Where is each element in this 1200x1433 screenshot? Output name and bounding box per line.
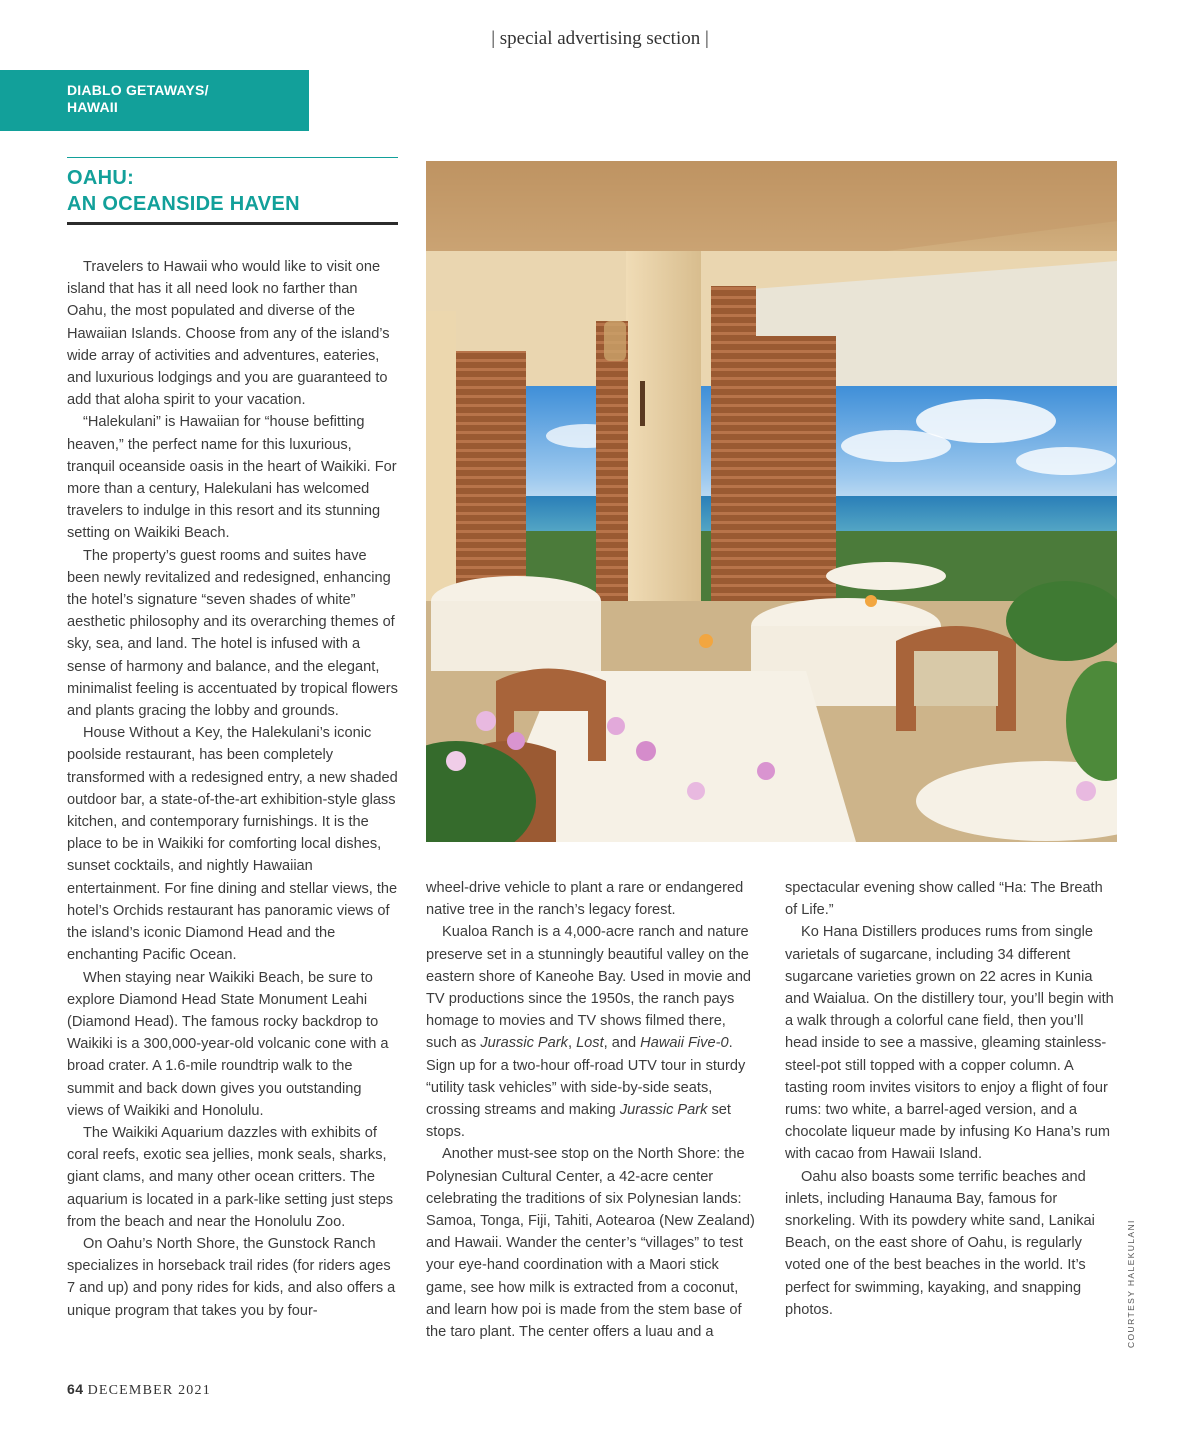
paragraph: The property’s guest rooms and suites have been newly revitalized and redesigned, enhancing the hotel’s signature “seven shades of white” aesthetic philosophy and its overarching themes of sky, sea, and land. The hotel is infused with a sense of harmony and balance, and the elegant, minimalist feeling is accentuated by tropical flowers and plants gracing the lobby and grounds. [67, 547, 398, 720]
article-column-1 [67, 256, 398, 1322]
paragraph: “Halekulani” is Hawaiian for “house befitting heaven,” the perfect name for this luxurious, tranquil oceanside oasis in the heart of Waikiki. For more than a century, Halekulani has welcomed travelers to indulge in this resort and its stunning setting on Waikiki Beach. [67, 414, 397, 542]
paragraph: Kualoa Ranch is a 4,000-acre ranch and nature preserve set in a stunningly beautiful valley on the eastern shore of Kaneohe Bay. Used in movie and TV productions since the 1950s, the ranch pays homage to movies and TV shows filmed there, such as Jurassic Park, Lost, and Hawaii Five-0. Sign up for a two-hour off-road UTV tour in sturdy “utility task vehicles” with side-by-side seats, crossing streams and making Jurassic Park set stops. [426, 924, 752, 1141]
issue-date: DECEMBER 2021 [87, 1383, 211, 1398]
restaurant-photo [426, 161, 1117, 842]
paragraph: Oahu also boasts some terrific beaches and inlets, including Hanauma Bay, famous for snorkeling. With its powdery white sand, Lanikai Beach, on the east shore of Oahu, is regularly voted one of the best beaches in the world. It’s perfect for swimming, kayaking, and snapping photos. [785, 1168, 1095, 1318]
article-title [67, 165, 398, 217]
title-bottom-rule [67, 222, 398, 225]
article-column-3 [785, 877, 1117, 1321]
paragraph: Another must-see stop on the North Shore: the Polynesian Cultural Center, a 42-acre center celebrating the traditions of six Polynesian lands: Samoa, Tonga, Fiji, Tahiti, Aotearoa (New Zealand) and Hawaii. Wander the center’s “villages” to test your eye-hand coordination with a Maori stick game, see how milk is extracted from a coconut, and learn how poi is made from the stem base of the taro plant. The center offers a luau and a [426, 1146, 755, 1341]
article-title-line2: AN OCEANSIDE HAVEN [67, 193, 300, 215]
page-footer [67, 1381, 211, 1399]
section-header-label: | special advertising section | [491, 28, 709, 49]
section-tab [0, 70, 309, 131]
section-tab-line1: DIABLO GETAWAYS/ [67, 82, 209, 98]
paragraph: On Oahu’s North Shore, the Gunstock Ranch specializes in horseback trail rides (for riders ages 7 and up) and pony rides for kids, and also offers a unique program that takes you by four- [67, 1235, 396, 1319]
paragraph: spectacular evening show called “Ha: The Breath of Life.” [785, 880, 1103, 919]
paragraph: When staying near Waikiki Beach, be sure to explore Diamond Head State Monument Leahi (Diamond Head). The famous rocky backdrop to Waikiki is a 300,000-year-old volcanic cone with a broad crater. A 1.6-mile roundtrip walk to the summit and back down gives you outstanding views of Waikiki and Honolulu. [67, 969, 389, 1119]
paragraph: House Without a Key, the Halekulani’s iconic poolside restaurant, has been completely transformed with a redesigned entry, a new shaded outdoor bar, a state-of-the-art exhibition-style glass kitchen, and contemporary furnishings. It is the place to be in Waikiki for comforting local dishes, sunset cocktails, and nightly Hawaiian entertainment. For fine dining and stellar views, the hotel’s Orchids restaurant has panoramic views of the island’s iconic Diamond Head and the enchanting Pacific Ocean. [67, 725, 398, 964]
paragraph: wheel-drive vehicle to plant a rare or endangered native tree in the ranch’s legacy forest. [426, 880, 744, 919]
paragraph: Travelers to Hawaii who would like to visit one island that has it all need look no farther than Oahu, the most populated and diverse of the Hawaiian Islands. Choose from any of the island’s wide array of activities and adventures, eateries, and luxurious lodgings and you are guaranteed to add that aloha spirit to your vacation. [67, 259, 390, 409]
paragraph: Ko Hana Distillers produces rums from single varietals of sugarcane, including 34 different sugarcane varieties grown on 22 acres in Kunia and Waialua. On the distillery tour, you’ll begin with a walk through a colorful cane field, then you’ll head inside to see a massive, gleaming stainless-steel-pot still topped with a copper column. A tasting room invites visitors to enjoy a flight of four rums: two white, a barrel-aged version, and a chocolate liqueur made by infusing Ko Hana’s rum with cacao from Hawaii Island. [785, 924, 1114, 1163]
section-tab-line2: HAWAII [67, 99, 118, 115]
paragraph: The Waikiki Aquarium dazzles with exhibits of coral reefs, exotic sea jellies, monk seals, sharks, giant clams, and many other ocean critters. The aquarium is located in a park-like setting just steps from the beach and near the Honolulu Zoo. [67, 1124, 394, 1230]
restaurant-illustration [426, 161, 1117, 842]
page-number: 64 [67, 1381, 84, 1397]
photo-credit [1124, 1219, 1138, 1350]
article-title-line1: OAHU: [67, 167, 135, 189]
photo-credit-text: COURTESY HALEKULANI [1126, 1219, 1136, 1348]
article-column-2 [426, 877, 756, 1343]
title-top-rule [67, 157, 398, 158]
